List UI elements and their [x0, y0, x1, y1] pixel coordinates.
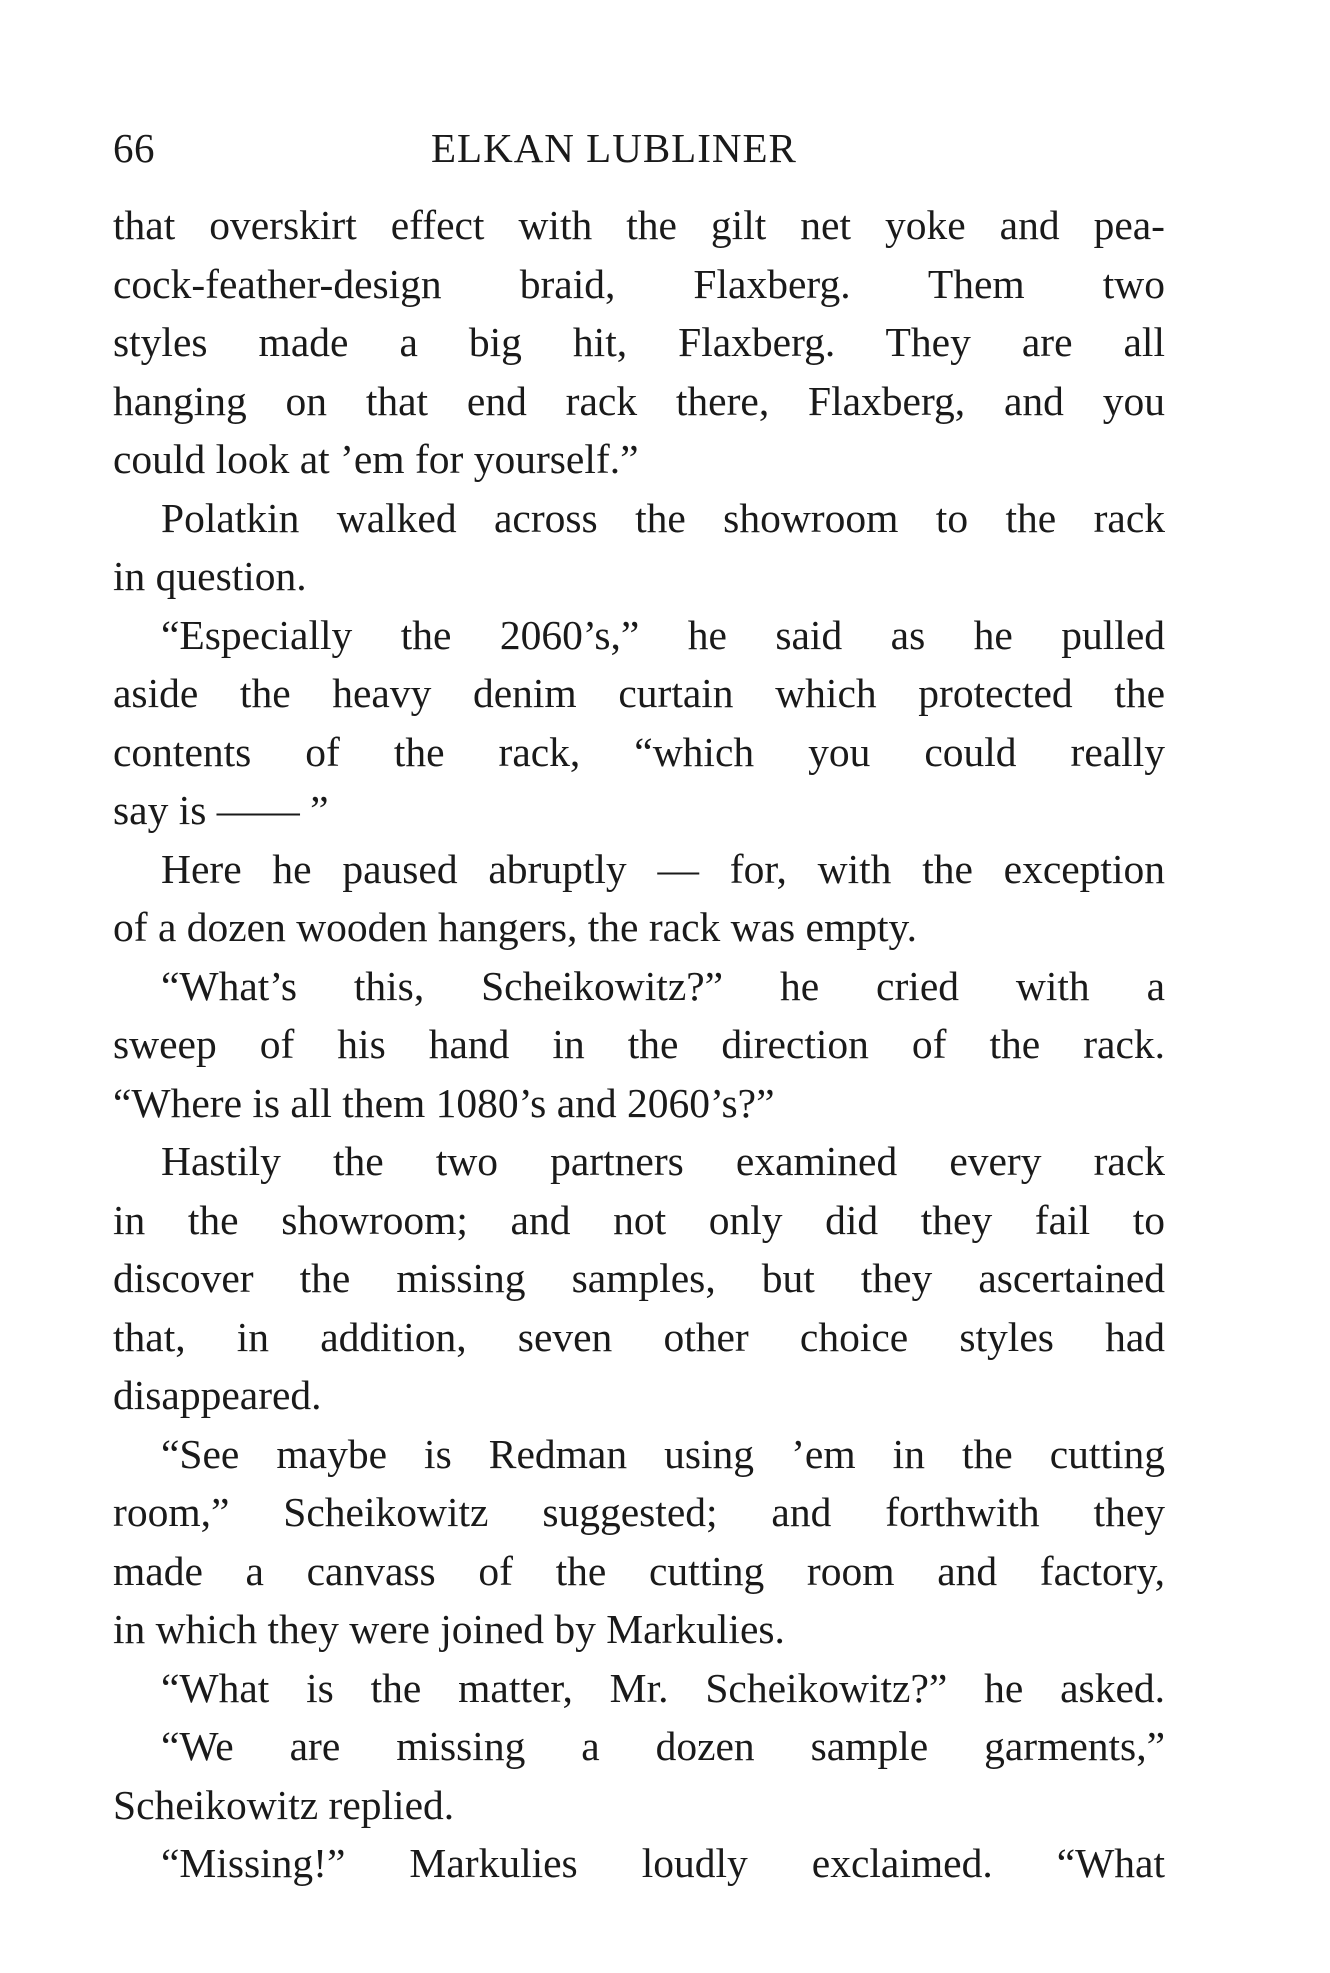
text-line: disappeared.	[113, 1372, 322, 1418]
text-line: “What is the matter, Mr. Scheikowitz?” he asked.	[161, 1664, 1165, 1711]
text-line: styles made a big hit, Flaxberg. They are all	[113, 319, 1165, 365]
text-line: made a canvass of the cutting room and factory,	[113, 1547, 1165, 1594]
text-line: of a dozen wooden hangers, the rack was empty.	[113, 904, 917, 950]
running-head	[113, 124, 1165, 174]
body-text	[113, 196, 1165, 1893]
text-line: in question.	[113, 553, 307, 599]
text-line: in which they were joined by Markulies.	[113, 1606, 785, 1652]
text-line: “What’s this, Scheikowitz?” he cried with a	[161, 962, 1165, 1009]
text-line: discover the missing samples, but they ascertained	[113, 1255, 1165, 1301]
text-line: room,” Scheikowitz suggested; and forthwith they	[113, 1489, 1165, 1535]
text-line: cock-feather-design braid, Flaxberg. Them two	[113, 260, 1165, 307]
text-line: Polatkin walked across the showroom to the rack	[161, 494, 1165, 541]
text-line: sweep of his hand in the direction of the rack.	[113, 1021, 1165, 1067]
text-line: Scheikowitz replied.	[113, 1781, 455, 1828]
text-line: “We are missing a dozen sample garments,”	[161, 1723, 1165, 1769]
text-line: contents of the rack, “which you could really	[113, 728, 1165, 775]
text-line: say is —— ”	[113, 787, 329, 833]
text-line: “Where is all them 1080’s and 2060’s?”	[113, 1079, 775, 1126]
text-line: hanging on that end rack there, Flaxberg, and you	[113, 377, 1165, 424]
text-line: “See maybe is Redman using ’em in the cutting	[161, 1430, 1165, 1477]
text-line: “Especially the 2060’s,” he said as he pulled	[161, 611, 1165, 658]
text-line: that overskirt effect with the gilt net yoke and pea-	[113, 202, 1165, 248]
text-line: in the showroom; and not only did they fail to	[113, 1196, 1165, 1243]
running-title: ELKAN LUBLINER	[431, 125, 797, 171]
text-line: aside the heavy denim curtain which protected the	[113, 670, 1165, 716]
text-line: that, in addition, seven other choice styles had	[113, 1313, 1165, 1360]
text-line: Hastily the two partners examined every rack	[161, 1138, 1165, 1184]
text-line: “Missing!” Markulies loudly exclaimed. “What	[161, 1840, 1165, 1886]
text-line: Here he paused abruptly — for, with the exception	[161, 845, 1165, 892]
text-line: could look at ’em for yourself.”	[113, 436, 639, 482]
page-number: 66	[113, 125, 155, 171]
